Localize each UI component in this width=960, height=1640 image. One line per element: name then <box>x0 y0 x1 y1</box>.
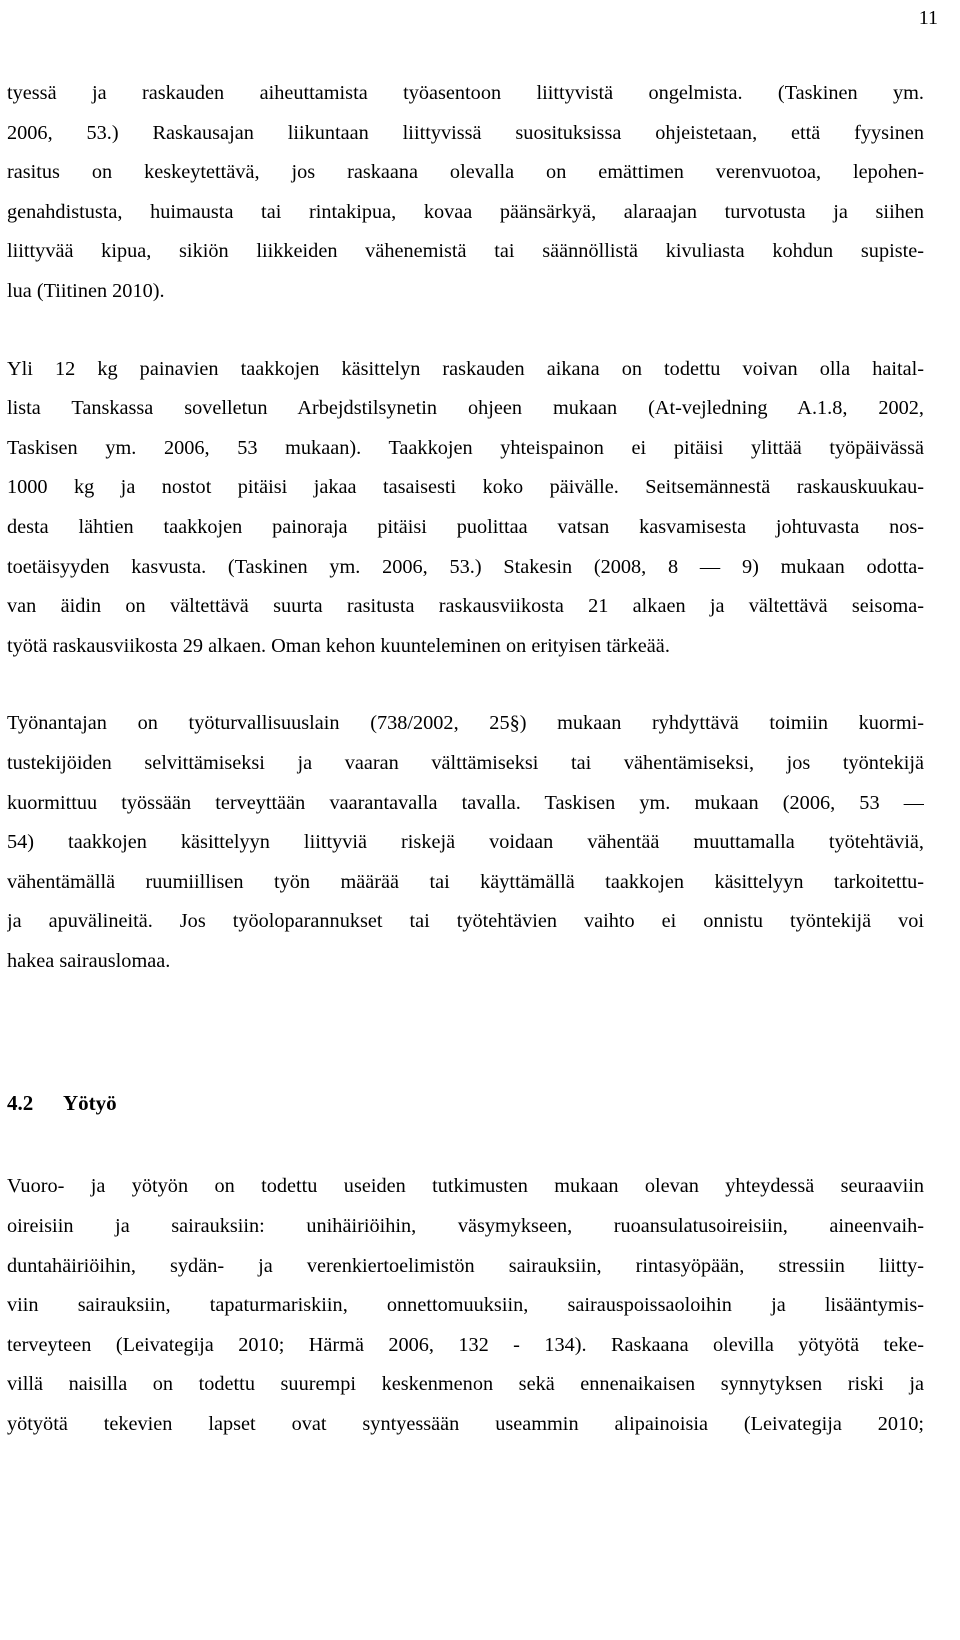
text-line: duntahäiriöihin, sydän- ja verenkiertoelimistön sairauksiin, rintasyöpään, stressiin liitty- <box>7 1254 924 1277</box>
paragraph-1 <box>7 74 924 312</box>
text-line: viin sairauksiin, tapaturmariskiin, onnettomuuksiin, sairauspoissaoloihin ja lisääntymis- <box>7 1294 924 1317</box>
text-line: 54) taakkojen käsittelyyn liittyviä riskejä voidaan vähentää muuttamalla työtehtäviä, <box>7 831 924 854</box>
text-line: Taskisen ym. 2006, 53 mukaan). Taakkojen yhteispainon ei pitäisi ylittää työpäivässä <box>7 436 924 459</box>
paragraph-2 <box>7 350 924 667</box>
text-line: desta lähtien taakkojen painoraja pitäisi puolittaa vatsan kasvamisesta johtuvasta nos- <box>7 515 924 538</box>
text-line: villä naisilla on todettu suurempi keskenmenon sekä ennenaikaisen synnytyksen riski ja <box>7 1373 924 1396</box>
paragraph-3 <box>7 704 924 981</box>
text-line: toetäisyyden kasvusta. (Taskinen ym. 2006, 53.) Stakesin (2008, 8 — 9) mukaan odotta- <box>7 555 924 578</box>
text-line: rasitus on keskeytettävä, jos raskaana olevalla on emättimen verenvuotoa, lepohen- <box>7 161 924 184</box>
section-title: Yötyö <box>63 1091 117 1116</box>
text-line: Yli 12 kg painavien taakkojen käsittelyn raskauden aikana on todettu voivan olla haital- <box>7 357 924 380</box>
text-line: genahdistusta, huimausta tai rintakipua, kovaa päänsärkyä, alaraajan turvotusta ja siihen <box>7 200 924 223</box>
text-line: hakea sairauslomaa. <box>7 949 171 972</box>
section-heading <box>7 1083 924 1123</box>
text-line: 1000 kg ja nostot pitäisi jakaa tasaisesti koko päivälle. Seitsemännestä raskauskuukau- <box>7 476 924 499</box>
text-line: 2006, 53.) Raskausajan liikuntaan liittyvissä suosituksissa ohjeistetaan, että fyysinen <box>7 121 924 144</box>
text-line: lua (Tiitinen 2010). <box>7 279 165 302</box>
text-line: terveyteen (Leivategija 2010; Härmä 2006, 132 - 134). Raskaana olevilla yötyötä teke- <box>7 1333 924 1356</box>
text-line: oireisiin ja sairauksiin: unihäiriöihin, väsymykseen, ruoansulatusoireisiin, aineenvaih- <box>7 1215 924 1238</box>
text-line: van äidin on vältettävä suurta rasitusta raskausviikosta 21 alkaen ja vältettävä seisoma- <box>7 595 924 618</box>
section-number: 4.2 <box>7 1091 34 1116</box>
text-line: tustekijöiden selvittämiseksi ja vaaran välttämiseksi tai vähentämiseksi, jos työntekijä <box>7 751 924 774</box>
text-line: kuormittuu työssään terveyttään vaarantavalla tavalla. Taskisen ym. mukaan (2006, 53 — <box>7 791 924 814</box>
text-line: lista Tanskassa sovelletun Arbejdstilsynetin ohjeen mukaan (At-vejledning A.1.8, 2002, <box>7 397 924 420</box>
paragraph-4 <box>7 1167 924 1444</box>
text-line: Vuoro- ja yötyön on todettu useiden tutkimusten mukaan olevan yhteydessä seuraaviin <box>7 1175 924 1198</box>
text-line: Työnantajan on työturvallisuuslain (738/2002, 25§) mukaan ryhdyttävä toimiin kuormi- <box>7 712 924 735</box>
text-line: tyessä ja raskauden aiheuttamista työasentoon liittyvistä ongelmista. (Taskinen ym. <box>7 82 924 104</box>
page-number: 11 <box>918 7 938 29</box>
text-line: yötyötä tekevien lapset ovat syntyessään useammin alipainoisia (Leivategija 2010; <box>7 1413 924 1436</box>
document-body <box>7 74 924 1445</box>
text-line: työtä raskausviikosta 29 alkaen. Oman kehon kuunteleminen on erityisen tärkeää. <box>7 634 670 657</box>
text-line: vähentämällä ruumiillisen työn määrää tai käyttämällä taakkojen käsittelyyn tarkoitettu- <box>7 870 924 893</box>
text-line: ja apuvälineitä. Jos työoloparannukset tai työtehtävien vaihto ei onnistu työntekijä voi <box>7 910 924 933</box>
text-line: liittyvää kipua, sikiön liikkeiden vähenemistä tai säännöllistä kivuliasta kohdun supiste- <box>7 240 924 263</box>
